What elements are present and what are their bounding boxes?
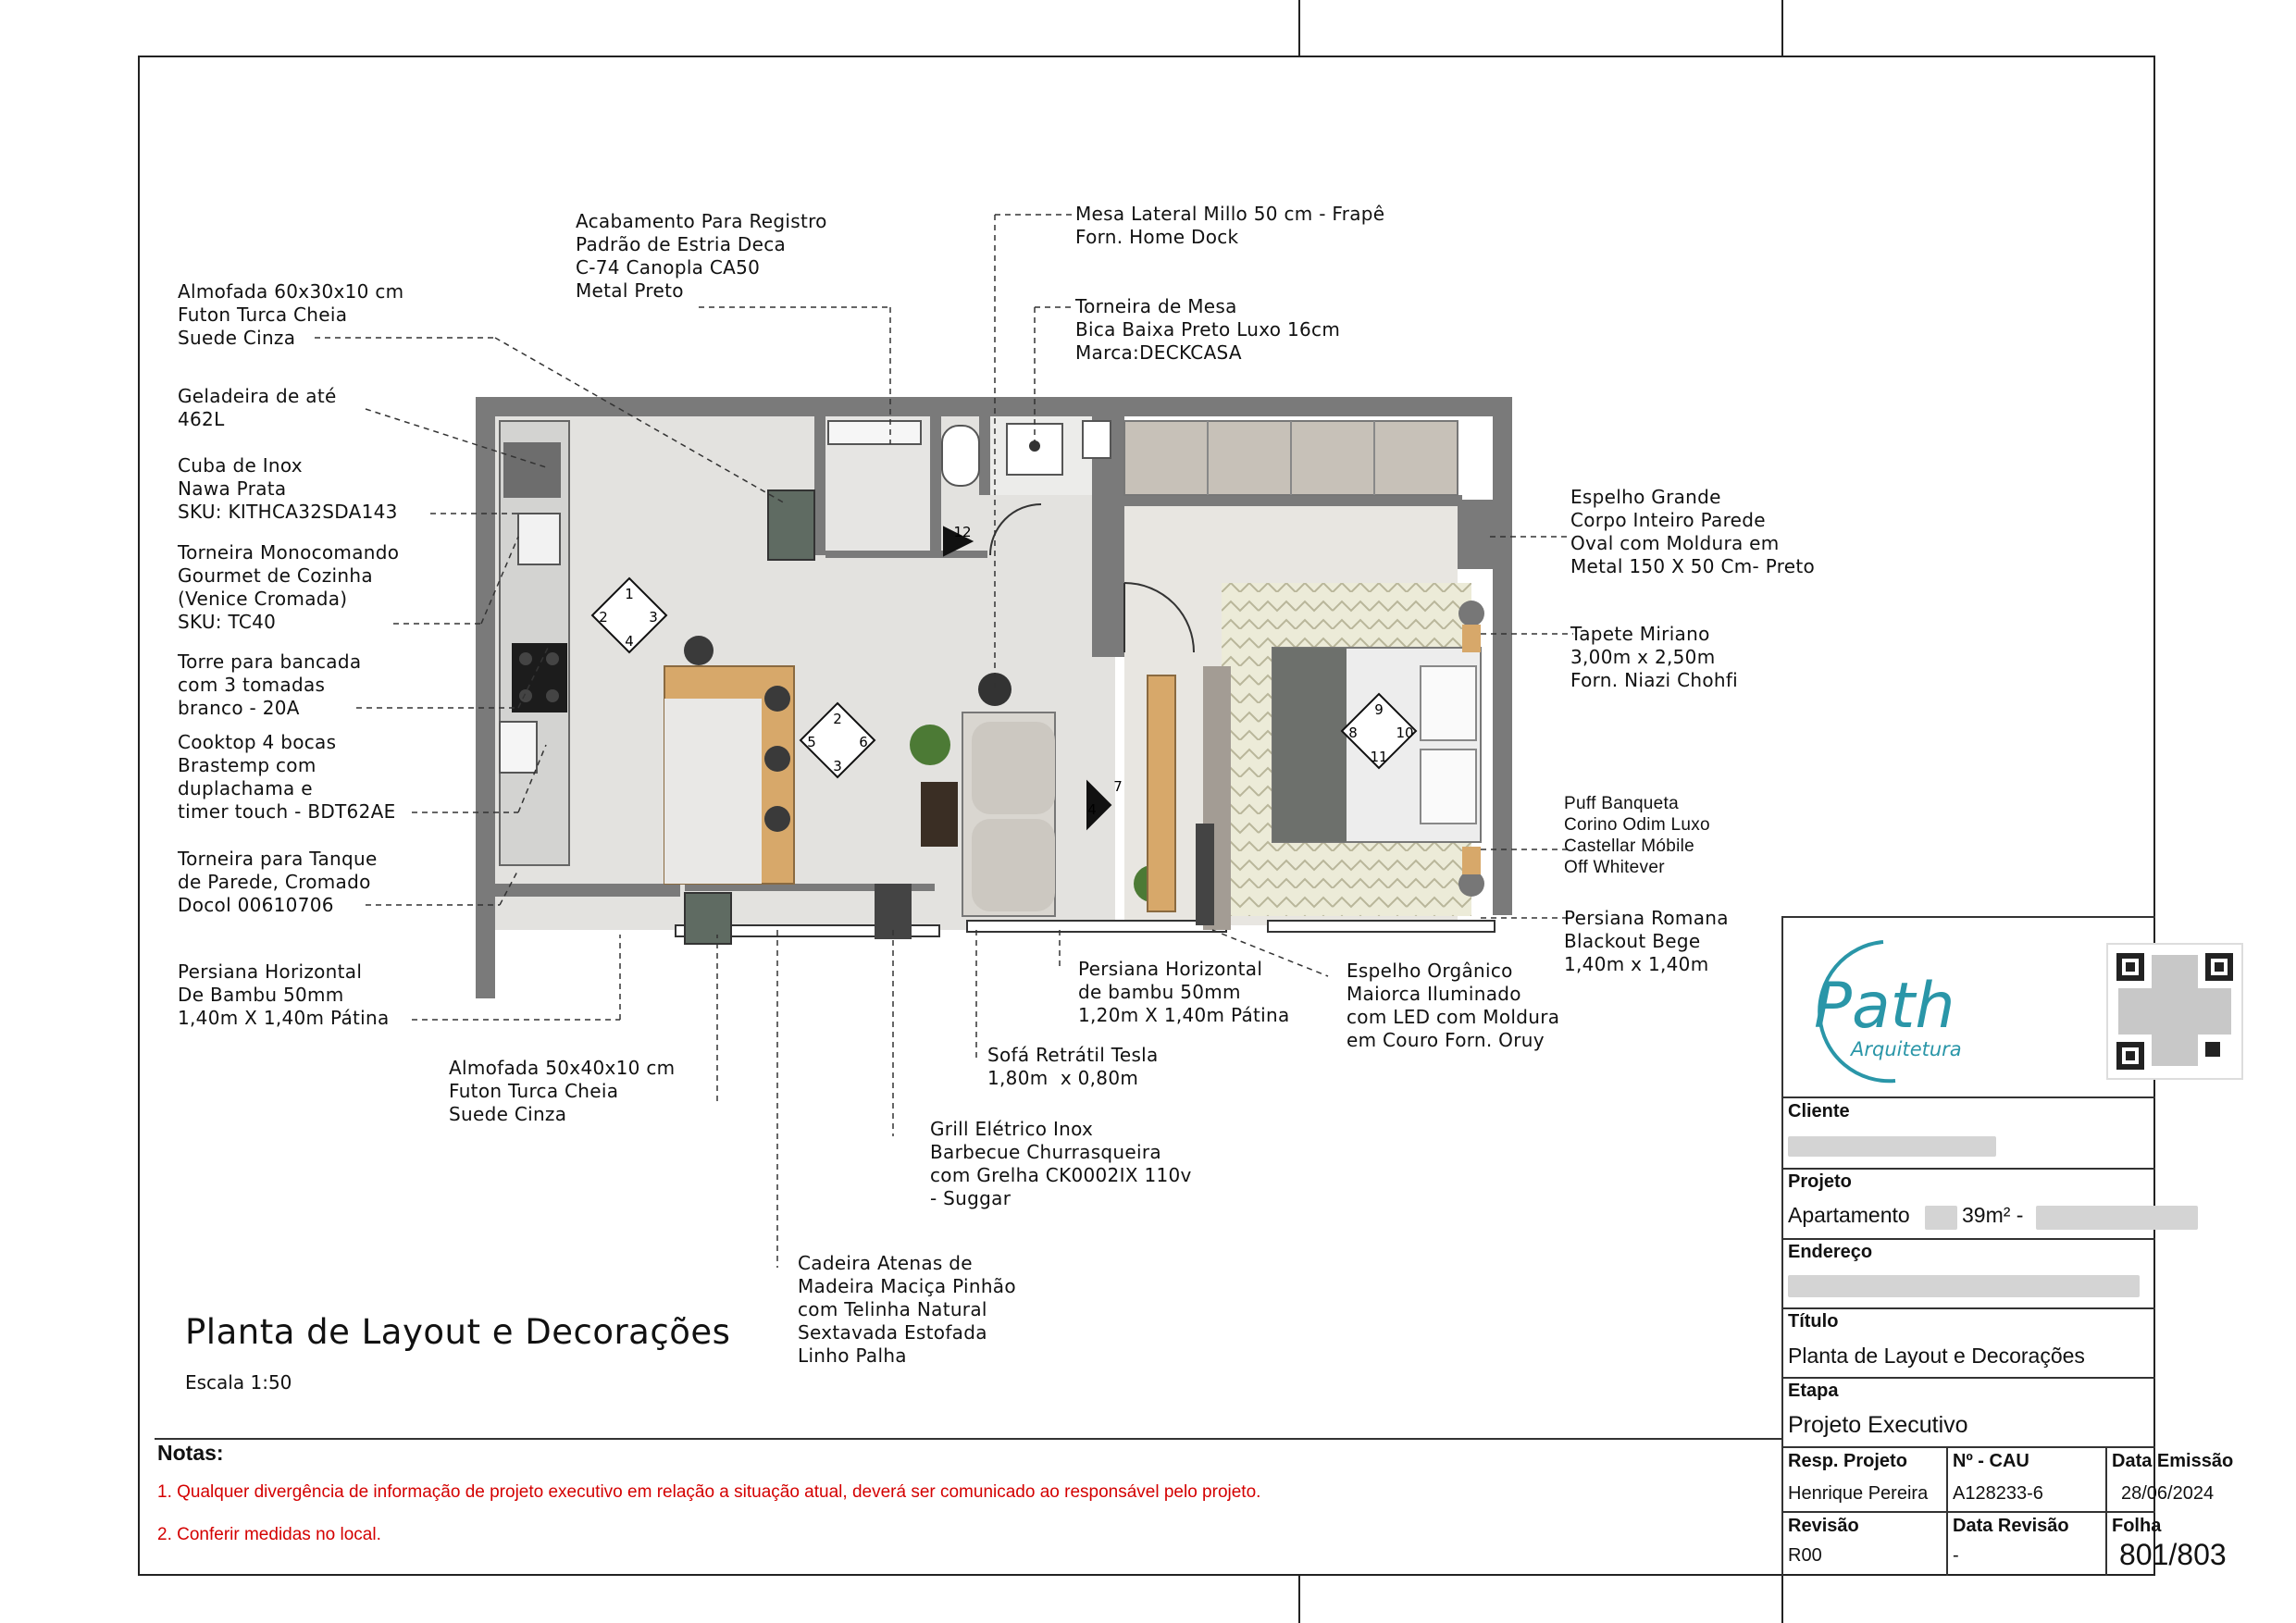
- view-marker-number: 8: [1348, 725, 1358, 741]
- cau-value: A128233-6: [1953, 1483, 2043, 1504]
- label-acabamento: Acabamento Para Registro Padrão de Estria Deca C-74 Canopla CA50 Metal Preto: [576, 210, 827, 302]
- title-block-divider: [1781, 1446, 2155, 1448]
- folha-label: Folha: [2112, 1516, 2162, 1536]
- title-block-divider: [1781, 1307, 2155, 1309]
- futon-cushion: [685, 893, 731, 944]
- label-mesa-lateral: Mesa Lateral Millo 50 cm - Frapê Forn. Home Dock: [1075, 203, 1385, 248]
- emissao-value: 28/06/2024: [2121, 1483, 2215, 1504]
- label-espelho-organico: Espelho Orgânico Maiorca Iluminado com LED com Moldura em Couro Forn. Oruy: [1347, 960, 1560, 1051]
- cau-label: Nº - CAU: [1953, 1451, 2029, 1471]
- endereco-value-redacted: [1788, 1275, 2140, 1297]
- label-puff: Puff Banqueta Corino Odim Luxo Castellar Móbile Off Whitever: [1564, 794, 1710, 877]
- label-torneira-mono: Torneira Monocomando Gourmet de Cozinha (Venice Cromada) SKU: TC40: [178, 541, 400, 633]
- cliente-value-redacted: [1788, 1136, 1996, 1157]
- projeto-redacted: [2036, 1206, 2198, 1230]
- revisao-value: R00: [1788, 1545, 1822, 1566]
- projeto-redacted: [1925, 1206, 1957, 1230]
- resp-label: Resp. Projeto: [1788, 1451, 1907, 1471]
- label-persiana-bambu-left: Persiana Horizontal De Bambu 50mm 1,40m X 1,40m Pátina: [178, 960, 390, 1029]
- folha-value: 801/803: [2119, 1538, 2227, 1571]
- label-torneira-mesa: Torneira de Mesa Bica Baixa Preto Luxo 16cm Marca:DECKCASA: [1075, 295, 1341, 364]
- etapa-value: Projeto Executivo: [1788, 1412, 1968, 1438]
- projeto-prefix: Apartamento: [1788, 1203, 1910, 1227]
- label-sofa: Sofá Retrátil Tesla 1,80m x 0,80m: [987, 1044, 1159, 1089]
- label-cadeira: Cadeira Atenas de Madeira Maciça Pinhão com Telinha Natural Sextavada Estofada Linho Palha: [798, 1252, 1016, 1367]
- endereco-label: Endereço: [1788, 1242, 1873, 1262]
- title-block-divider: [1781, 1168, 2155, 1170]
- title-block-divider: [1781, 1096, 2155, 1098]
- titulo-value: Planta de Layout e Decorações: [1788, 1344, 2085, 1368]
- view-marker-number: 6: [859, 734, 868, 750]
- label-cuba: Cuba de Inox Nawa Prata SKU: KITHCA32SDA143: [178, 454, 398, 523]
- view-marker-number: 3: [833, 758, 842, 774]
- title-block-divider: [1781, 1511, 2155, 1513]
- title-block-divider: [1781, 1238, 2155, 1240]
- resp-value: Henrique Pereira: [1788, 1483, 1929, 1504]
- futon-cushion: [768, 490, 814, 560]
- title-block-col-divider: [2105, 1446, 2107, 1576]
- title-block-divider: [1781, 1377, 2155, 1379]
- projeto-label: Projeto: [1788, 1171, 1852, 1192]
- projeto-area: 39m² -: [1962, 1203, 2024, 1227]
- view-marker-number: 4: [625, 633, 634, 650]
- emissao-label: Data Emissão: [2112, 1451, 2234, 1471]
- title-block-col-divider: [1946, 1446, 1948, 1576]
- drawing-title: Planta de Layout e Decorações: [185, 1312, 731, 1352]
- label-torneira-tanque: Torneira para Tanque de Parede, Cromado Docol 00610706: [178, 848, 378, 916]
- label-almofada-bottom: Almofada 50x40x10 cm Futon Turca Cheia Suede Cinza: [449, 1057, 676, 1125]
- kitchen-island: [664, 636, 794, 884]
- view-marker-number: 3: [649, 609, 658, 626]
- label-persiana-bambu-mid: Persiana Horizontal de bambu 50mm 1,20m X 1,40m Pátina: [1078, 958, 1290, 1026]
- drawing-scale: Escala 1:50: [185, 1371, 292, 1394]
- label-tapete: Tapete Miriano 3,00m x 2,50m Forn. Niazi Chohfi: [1570, 623, 1739, 691]
- revisao-label: Revisão: [1788, 1516, 1859, 1536]
- view-marker-number: 2: [599, 609, 608, 626]
- data-revisao-value: -: [1953, 1545, 1959, 1566]
- label-espelho-grande: Espelho Grande Corpo Inteiro Parede Oval com Moldura em Metal 150 X 50 Cm- Preto: [1570, 486, 1816, 577]
- label-almofada-top: Almofada 60x30x10 cm Futon Turca Cheia Suede Cinza: [178, 280, 404, 349]
- titulo-label: Título: [1788, 1311, 1839, 1332]
- logo-subtitle: Arquitetura: [1851, 1038, 1962, 1060]
- view-marker-number: 5: [807, 734, 816, 750]
- view-marker-number: 9: [1374, 701, 1384, 718]
- label-torre: Torre para bancada com 3 tomadas branco - 20A: [178, 650, 362, 719]
- view-marker-number: 4: [1087, 801, 1097, 818]
- label-persiana-romana: Persiana Romana Blackout Bege 1,40m x 1,40m: [1564, 907, 1729, 975]
- view-marker-number: 1: [625, 586, 634, 602]
- notes-heading: Notas:: [157, 1441, 224, 1465]
- note-item: 1. Qualquer divergência de informação de projeto executivo em relação a situação atual, deverá ser comunicado ao responsável pelo projeto.: [157, 1482, 1261, 1502]
- note-item: 2. Conferir medidas no local.: [157, 1525, 381, 1544]
- label-grill: Grill Elétrico Inox Barbecue Churrasqueira com Grelha CK0002IX 110v - Suggar: [930, 1118, 1192, 1209]
- etapa-label: Etapa: [1788, 1381, 1839, 1401]
- view-marker-number: 2: [833, 711, 842, 727]
- label-geladeira: Geladeira de até 462L: [178, 385, 337, 430]
- kitchen-counter: [500, 421, 569, 865]
- qr-code-icon: [2105, 942, 2244, 1081]
- view-marker-number: 10: [1396, 725, 1414, 741]
- view-marker-number: 7: [1113, 778, 1123, 795]
- data-revisao-label: Data Revisão: [1953, 1516, 2069, 1536]
- cliente-label: Cliente: [1788, 1101, 1850, 1121]
- company-logo: [1786, 935, 1999, 1087]
- view-marker-number: 11: [1370, 749, 1388, 765]
- logo-name: Path: [1814, 970, 1955, 1043]
- view-marker-number: 12: [953, 524, 972, 540]
- label-cooktop: Cooktop 4 bocas Brastemp com duplachama e timer touch - BDT62AE: [178, 731, 396, 823]
